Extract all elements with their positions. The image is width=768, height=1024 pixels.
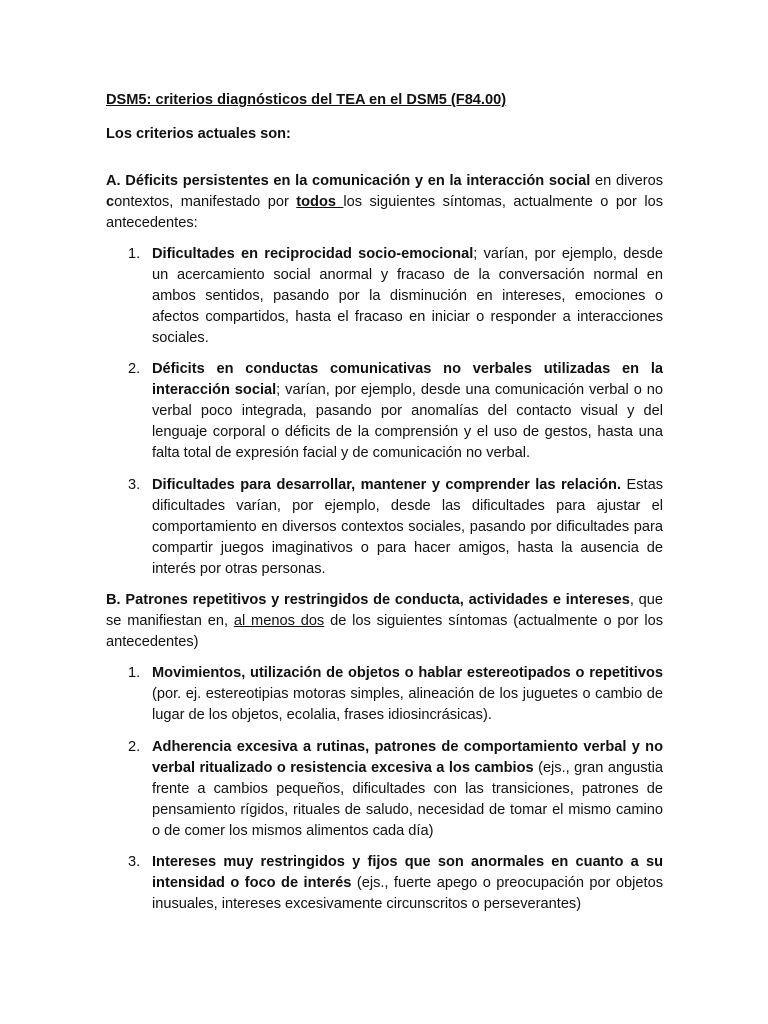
section-b-intro [106,590,663,653]
list-item-text: (ejs., gran angustia frente a cambios pequeños, dificultades con las transiciones, patrones de pensamiento rígidos, rituales de saludo, necesidad de tomar el mismo camino o de comer los mismos alimentos cada día) [152,760,663,839]
list-item [106,359,663,464]
list-item-number: 3. [128,854,141,870]
list-item-bold: Déficits en conductas comunicativas no verbales utilizadas en la interacción social [152,361,663,398]
list-item-text: ; varían, por ejemplo, desde una comunicación verbal o no verbal poco integrada, pasando por anomalías del contacto visual y del lenguaje corporal o déficits de la comprensión y el uso de gestos, hasta una falta total de expresión facial y de comunicación no verbal. [152,382,663,461]
list-item-text: (ejs., fuerte apego o preocupación por objetos inusuales, intereses excesivamente circunscritos o perseverantes) [152,875,663,912]
section-a-list [106,244,663,580]
document-body [106,90,663,915]
list-item [106,852,663,915]
list-item-bold: Dificultades en reciprocidad socio-emocional [152,246,474,262]
section-b-heading: B. Patrones repetitivos y restringidos de conducta, actividades e intereses [106,592,630,608]
list-item-number: 2. [128,361,141,377]
list-item [106,663,663,726]
list-item [106,244,663,349]
list-item-bold: Intereses muy restringidos y fijos que son anormales en cuanto a su intensidad o foco de interés [152,854,663,891]
section-a-text-1: en diveros [590,173,663,189]
list-item [106,737,663,842]
list-item-text: Estas dificultades varían, por ejemplo, desde las dificultades para ajustar el comportamiento en diversos contextos sociales, pasando por dificultades para compartir juegos imaginativos o para hacer amigos, hasta la ausencia de interés por otras personas. [152,477,663,577]
list-item-number: 1. [128,665,141,681]
section-b-emphasis: al menos dos [233,613,325,629]
list-item-text: ; varían, por ejemplo, desde un acercamiento social anormal y fracaso de la conversación normal en ambos sentidos, pasando por la disminución en intereses, emociones o afectos compartidos, hasta el fracaso en iniciar o responder a interacciones sociales. [152,246,663,346]
list-item-number: 3. [128,477,141,493]
section-a-text-2: ontextos, manifestado por [114,194,297,210]
list-item-number: 1. [128,246,141,262]
section-a-text-c: c [106,194,115,210]
list-item-bold: Dificultades para desarrollar, mantener y comprender las relación. [152,477,622,493]
section-a-text-3: los siguientes síntomas, actualmente o por los antecedentes: [106,194,663,231]
list-item-number: 2. [128,739,141,755]
list-item-bold: Adherencia excesiva a rutinas, patrones de comportamiento verbal y no verbal ritualizado o resistencia excesiva a los cambios [152,739,663,776]
section-b-text-2: de los siguientes síntomas (actualmente o por los antecedentes) [106,613,663,650]
document-title: DSM5: criterios diagnósticos del TEA en el DSM5 (F84.00) [106,92,507,108]
section-b-list [106,663,663,915]
list-item-text: (por. ej. estereotipias motoras simples, alineación de los juguetes o cambio de lugar de los objetos, ecolalia, frases idiosincrásicas). [152,686,663,723]
list-item [106,475,663,580]
section-a-heading: A. Déficits persistentes en la comunicación y en la interacción social [106,173,591,189]
section-a-intro [106,171,663,234]
list-item-bold: Movimientos, utilización de objetos o hablar estereotipados o repetitivos [152,665,663,681]
section-b-text-1: , que se manifiestan en, [106,592,663,629]
section-a-emphasis: todos [296,194,344,210]
document-subtitle: Los criterios actuales son: [106,126,291,142]
